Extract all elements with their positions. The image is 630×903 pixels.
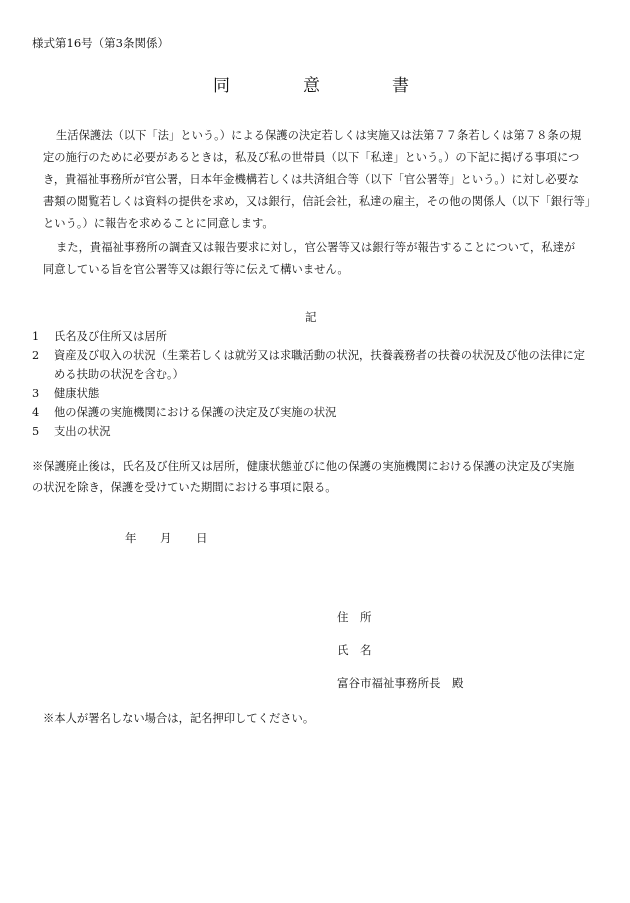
list-item-text: 支出の状況 xyxy=(54,425,111,438)
list-item-number: 3 xyxy=(32,387,40,400)
body-line-5: という。）に報告を求めることに同意します。 xyxy=(43,217,274,230)
date-day-label: 日 xyxy=(196,531,208,545)
body2-line-2: 同意している旨を官公署等又は銀行等に伝えて構いません。 xyxy=(43,263,349,276)
body-line-3: き，貴福祉事務所が官公署，日本年金機構若しくは共済組合等（以下「官公署等」という。）に対し必要な xyxy=(43,173,580,186)
addressee: 富谷市福祉事務所長 殿 xyxy=(337,676,464,690)
note-line-1: ※保護廃止後は，氏名及び住所又は居所，健康状態並びに他の保護の実施機関における保護の決定及び実施 xyxy=(32,460,575,473)
list-item-number: 4 xyxy=(32,406,40,419)
list-item-text: 資産及び収入の状況（生業若しくは就労又は求職活動の状況，扶養義務者の扶養の状況及び他の法律に定 xyxy=(54,349,585,362)
title-char-3: 書 xyxy=(392,76,409,96)
list-item-number: 5 xyxy=(32,425,40,438)
body2-line-1: また，貴福祉事務所の調査又は報告要求に対し，官公署等又は銀行等が報告することについて，私達が xyxy=(56,241,576,254)
note-line-2: の状況を除き，保護を受けていた期間における事項に限る。 xyxy=(32,481,337,494)
ki-heading: 記 xyxy=(305,310,317,324)
body-line-4: 書類の閲覧若しくは資料の提供を求め，又は銀行，信託会社，私達の雇主，その他の関係人（以下「銀行等」 xyxy=(43,195,597,208)
title-char-1: 同 xyxy=(213,76,230,96)
list-item-text: 健康状態 xyxy=(54,387,100,400)
page-title xyxy=(0,74,630,98)
list-item-text: 他の保護の実施機関における保護の決定及び実施の状況 xyxy=(54,406,337,419)
form-number: 様式第16号（第3条関係） xyxy=(32,36,169,50)
footer-note: ※本人が署名しない場合は，記名押印してください。 xyxy=(43,712,315,725)
date-year-label: 年 xyxy=(125,531,137,545)
list-item-number: 2 xyxy=(32,349,40,362)
body-line-1: 生活保護法（以下「法」という。）による保護の決定若しくは実施又は法第７７条若しくは第７８条の規 xyxy=(56,129,582,142)
title-char-2: 意 xyxy=(303,76,320,96)
body-line-2: 定の施行のために必要があるときは，私及び私の世帯員（以下「私達」という。）の下記に掲げる事項につ xyxy=(43,151,580,164)
address-label: 住 所 xyxy=(337,610,372,624)
date-month-label: 月 xyxy=(160,531,172,545)
list-item-text: 氏名及び住所又は居所 xyxy=(54,330,167,343)
list-item-continuation: める扶助の状況を含む。） xyxy=(54,368,184,381)
list-item-number: 1 xyxy=(32,330,40,343)
name-label: 氏 名 xyxy=(337,643,372,657)
